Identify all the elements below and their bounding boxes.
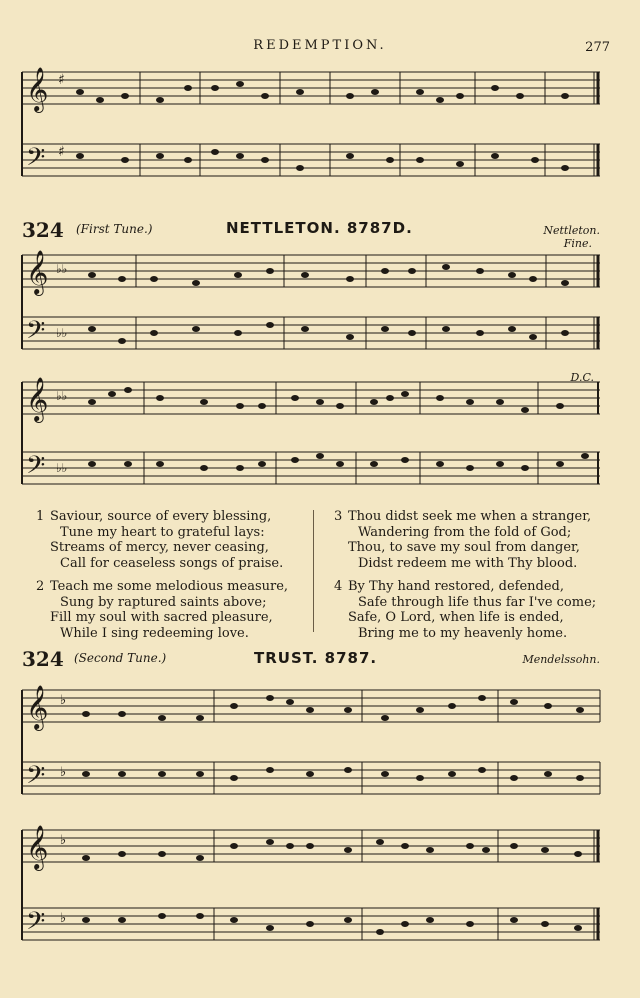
verse-2 (36, 579, 288, 641)
column-divider (313, 510, 314, 632)
svg-text:𝄢: 𝄢 (26, 143, 46, 178)
tune-label-second: (Second Tune.) (74, 651, 167, 665)
verse-line: Fill my soul with sacred pleasure, (50, 610, 273, 625)
music-system-nettleton-2 (0, 372, 640, 502)
verse-line: Safe, O Lord, when life is ended, (348, 610, 564, 625)
composer-trust: Mendelssohn. (522, 653, 600, 666)
verse-line: Sung by raptured saints above; (60, 594, 267, 610)
fine-marking: Fine. (563, 237, 592, 250)
tune-title-trust: TRUST. 8787. (254, 649, 378, 667)
verses-left-column (36, 509, 288, 649)
hymn-number-trust: 324 (22, 647, 64, 671)
verse-line: Didst redeem me with Thy blood. (358, 555, 578, 571)
svg-text:♭♭: ♭♭ (56, 262, 68, 276)
svg-text:𝄞: 𝄞 (26, 250, 49, 294)
svg-text:♯: ♯ (58, 144, 65, 160)
verse-line: Bring me to my heavenly home. (358, 625, 568, 641)
dc-marking: D.C. (570, 371, 594, 384)
music-system-nettleton-1 (0, 245, 640, 375)
tune-title-nettleton: NETTLETON. 8787D. (226, 219, 413, 237)
verses-right-column (334, 509, 596, 649)
music-system-top (0, 62, 640, 202)
verse-number: 2 (36, 579, 45, 594)
verse-line: By Thy hand restored, defended, (348, 579, 564, 594)
svg-text:𝄞: 𝄞 (26, 685, 49, 729)
verse-line: Thou didst seek me when a stranger, (348, 509, 592, 524)
verse-line: Wandering from the fold of God; (358, 524, 572, 540)
svg-text:♭: ♭ (60, 693, 67, 708)
verse-number: 1 (36, 509, 45, 524)
svg-text:𝄞: 𝄞 (26, 377, 49, 421)
svg-text:𝄞: 𝄞 (26, 825, 49, 869)
music-system-trust-2 (0, 820, 640, 960)
verse-3 (334, 509, 596, 571)
staff-svg-trust-1 (0, 680, 640, 820)
verse-number: 4 (334, 579, 343, 594)
verse-line: Call for ceaseless songs of praise. (60, 555, 284, 571)
svg-text:♭: ♭ (60, 911, 67, 926)
header-section-title: REDEMPTION. (253, 38, 387, 53)
svg-text:♭♭: ♭♭ (56, 326, 68, 340)
hymn-number-nettleton: 324 (22, 218, 64, 242)
verse-4 (334, 579, 596, 641)
svg-text:𝄢: 𝄢 (26, 451, 46, 486)
composer-nettleton: Nettleton. (543, 224, 600, 237)
svg-text:♭♭: ♭♭ (56, 389, 68, 403)
staff-svg-top (0, 62, 640, 202)
verse-1 (36, 509, 288, 571)
page-number: 277 (585, 40, 610, 55)
staff-svg-trust-2 (0, 820, 640, 960)
svg-text:♭: ♭ (60, 833, 67, 848)
verse-line: While I sing redeeming love. (60, 625, 249, 641)
music-system-trust-1 (0, 680, 640, 820)
staff-svg-nettleton-1 (0, 245, 640, 375)
svg-text:𝄢: 𝄢 (26, 907, 46, 942)
verse-number: 3 (334, 509, 343, 524)
verse-line: Saviour, source of every blessing, (50, 509, 272, 524)
svg-text:𝄢: 𝄢 (26, 316, 46, 351)
svg-text:𝄢: 𝄢 (26, 761, 46, 796)
svg-text:♭♭: ♭♭ (56, 461, 68, 475)
svg-text:♭: ♭ (60, 765, 67, 780)
verse-line: Thou, to save my soul from danger, (348, 540, 580, 555)
verse-line: Teach me some melodious measure, (50, 579, 289, 594)
tune-label-first: (First Tune.) (76, 222, 153, 236)
verse-line: Safe through life thus far I've come; (358, 594, 597, 610)
svg-text:♯: ♯ (58, 72, 65, 88)
verse-line: Streams of mercy, never ceasing, (50, 540, 269, 555)
staff-svg-nettleton-2 (0, 372, 640, 502)
verse-line: Tune my heart to grateful lays: (60, 524, 265, 540)
svg-text:𝄞: 𝄞 (26, 67, 49, 111)
